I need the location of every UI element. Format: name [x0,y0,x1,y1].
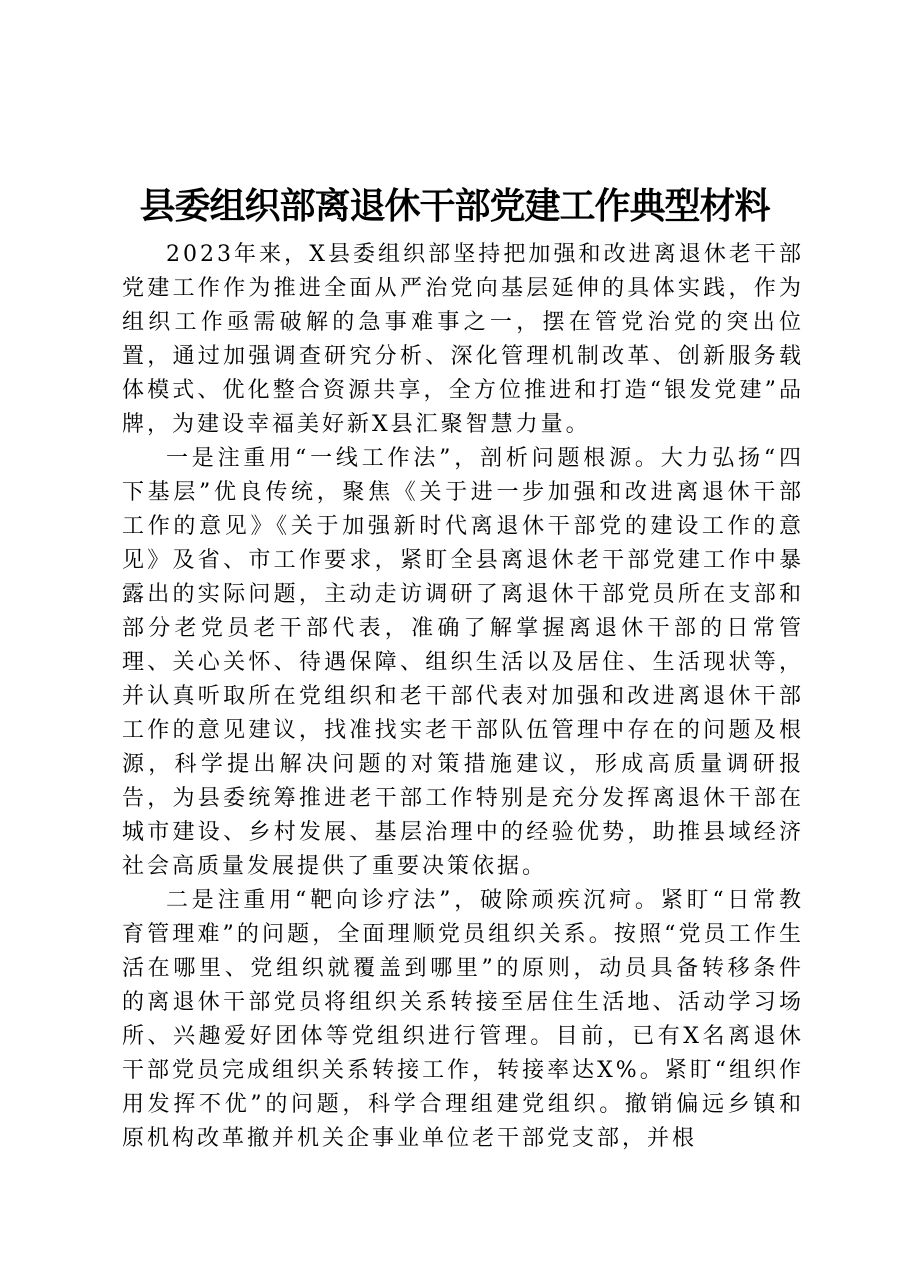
paragraph-intro: 2023年来，X县委组织部坚持把加强和改进离退休老干部党建工作作为推进全面从严治党向基层延伸的具体实践，作为组织工作亟需破解的急事难事之一，摆在管党治党的突出位置，通过加强调查研究分析、深化管理机制改革、创新服务载体模式、优化整合资源共享，全方位推进和打造“银发党建”品牌，为建设幸福美好新X县汇聚智慧力量。 [122,242,804,437]
paragraph-section-one: 一是注重用“一线工作法”，剖析问题根源。大力弘扬“四下基层”优良传统，聚焦《关于进一步加强和改进离退休干部工作的意见》《关于加强新时代离退休干部党的建设工作的意见》及省、市工作要求，紧盯全县离退休老干部党建工作中暴露出的实际问题，主动走访调研了离退休干部党员所在支部和部分老党员老干部代表，准确了解掌握离退休干部的日常管理、关心关怀、待遇保障、组织生活以及居住、生活现状等，并认真听取所在党组织和老干部代表对加强和改进离退休干部工作的意见建议，找准找实老干部队伍管理中存在的问题及根源，科学提出解决问题的对策措施建议，形成高质量调研报告，为县委统筹推进老干部工作特别是充分发挥离退休干部在城市建设、乡村发展、基层治理中的经验优势，助推县域经济社会高质量发展提供了重要决策依据。 [122,446,804,879]
document-body [122,238,804,1156]
document-title: 县委组织部离退休干部党建工作典型材料 [139,186,770,228]
paragraph-section-two: 二是注重用“靶向诊疗法”，破除顽疾沉疴。紧盯“日常教育管理难”的问题，全面理顺党员组织关系。按照“党员工作生活在哪里、党组织就覆盖到哪里”的原则，动员具备转移条件的离退休干部党员将组织关系转接至居住生活地、活动学习场所、兴趣爱好团体等党组织进行管理。目前，已有X名离退休干部党员完成组织关系转接工作，转接率达X%。紧盯“组织作用发挥不优”的问题，科学合理组建党组织。撤销偏远乡镇和原机构改革撤并机关企事业单位老干部党支部，并根 [122,888,804,1151]
